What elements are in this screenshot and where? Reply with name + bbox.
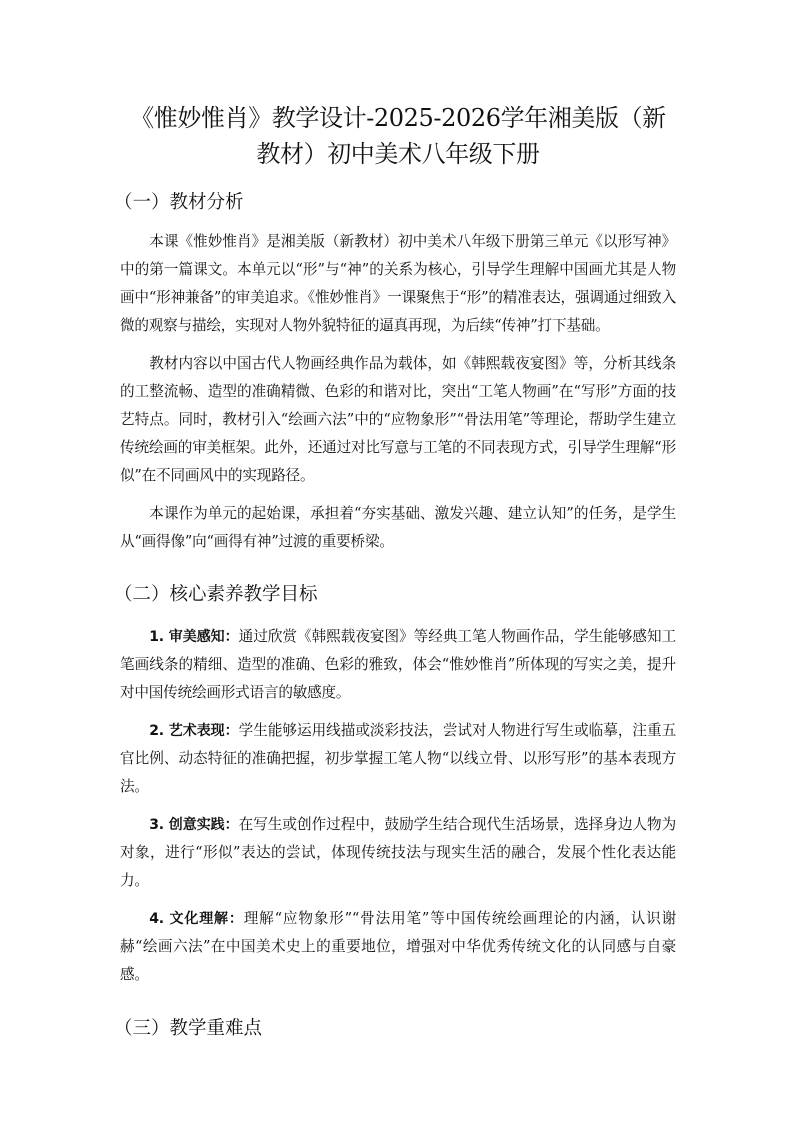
objective-text: 理解“应物象形”“骨法用笔”等中国传统绘画理论的内涵，认识谢赫“绘画六法”在中国美术史上的重要地位，增强对中华优秀传统文化的认同感与自豪感。 <box>120 910 676 983</box>
objective-item <box>120 811 676 895</box>
section-heading-textbook-analysis: （一）教材分析 <box>114 192 244 213</box>
objective-lead: 1. 审美感知： <box>149 629 239 645</box>
paragraph: 本课作为单元的起始课，承担着“夯实基础、激发兴趣、建立认知”的任务，是学生从“画得像”向“画得有神”过渡的重要桥梁。 <box>120 505 676 550</box>
section-heading-key-points: （三）教学重难点 <box>114 1018 263 1039</box>
objective-lead: 2. 艺术表现： <box>149 723 239 739</box>
objective-item <box>120 717 676 801</box>
objectives-list <box>120 623 676 989</box>
section-heading-core-objectives: （二）核心素养教学目标 <box>114 584 318 605</box>
objective-text: 学生能够运用线描或淡彩技法，尝试对人物进行写生或临摹，注重五官比例、动态特征的准确把握，初步掌握工笔人物“以线立骨、以形写形”的基本表现方法。 <box>120 722 676 795</box>
document-page <box>114 100 676 1043</box>
objective-text: 通过欣赏《韩熙载夜宴图》等经典工笔人物画作品，学生能够感知工笔画线条的精细、造型的准确、色彩的雅致，体会“惟妙惟肖”所体现的写实之美，提升对中国传统绘画形式语言的敏感度。 <box>120 628 676 701</box>
paragraph: 本课《惟妙惟肖》是湘美版（新教材）初中美术八年级下册第三单元《以形写神》中的第一篇课文。本单元以“形”与“神”的关系为核心，引导学生理解中国画尤其是人物画中“形神兼备”的审美追求。《惟妙惟肖》一课聚焦于“形”的精准表达，强调通过细致入微的观察与描绘，实现对人物外貌特征的逼真再现，为后续“传神”打下基础。 <box>120 233 676 334</box>
paragraph: 教材内容以中国古代人物画经典作品为载体，如《韩熙载夜宴图》等，分析其线条的工整流畅、造型的准确精微、色彩的和谐对比，突出“工笔人物画”在“写形”方面的技艺特点。同时，教材引入“绘画六法”中的“应物象形”“骨法用笔”等理论，帮助学生建立传统绘画的审美框架。此外，还通过对比写意与工笔的不同表现方式，引导学生理解“形似”在不同画风中的实现路径。 <box>120 355 676 484</box>
objective-lead: 3. 创意实践： <box>149 817 239 833</box>
objective-item <box>120 905 676 989</box>
objective-item <box>120 623 676 707</box>
objective-text: 在写生或创作过程中，鼓励学生结合现代生活场景，选择身边人物为对象，进行“形似”表达的尝试，体现传统技法与现实生活的融合，发展个性化表达能力。 <box>120 816 676 889</box>
objective-lead: 4. 文化理解： <box>149 911 244 927</box>
document-title: 《惟妙惟肖》教学设计-2025-2026学年湘美版（新教材）初中美术八年级下册 <box>130 104 666 168</box>
